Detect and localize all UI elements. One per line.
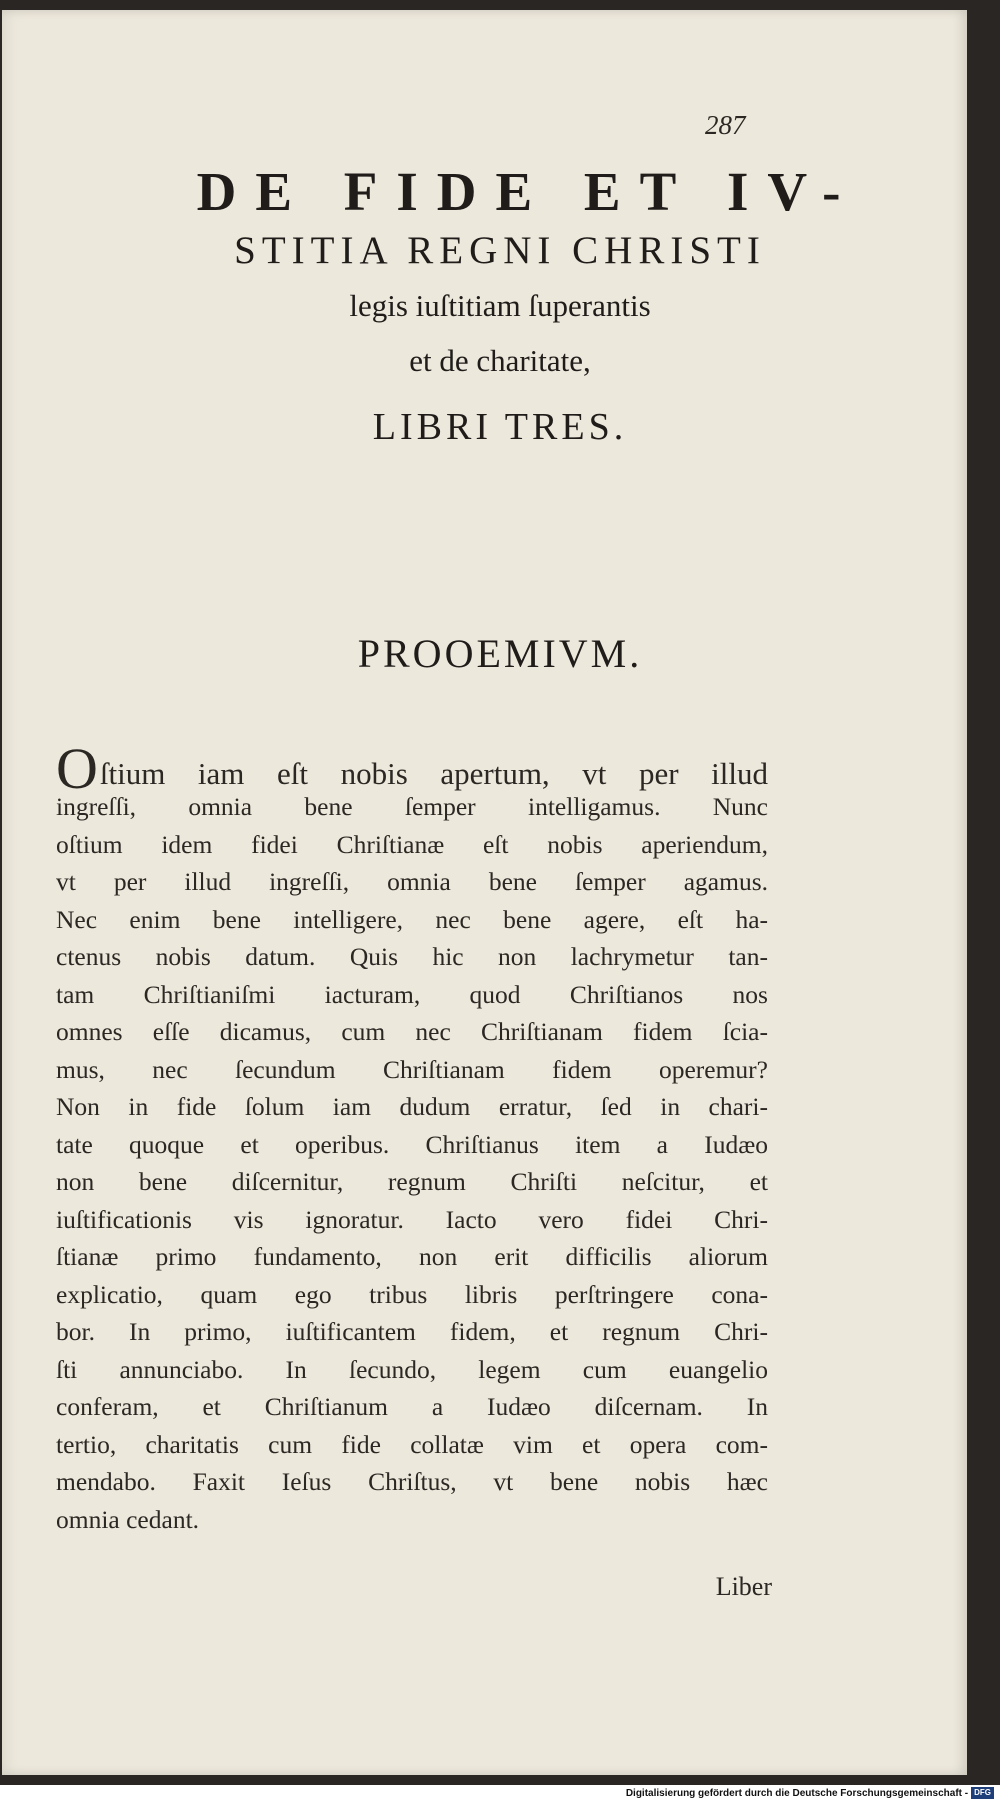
- body-line: ſtianæ primo fundamento, non erit difficilis aliorum: [56, 1242, 768, 1271]
- body-line: explicatio, quam ego tribus libris perſtringere cona-: [56, 1279, 768, 1309]
- title-line-1: DE FIDE ET IV-: [196, 161, 860, 222]
- title-line-5: LIBRI TRES.: [372, 406, 628, 448]
- title-line-2: STITIA REGNI CHRISTI: [234, 229, 766, 272]
- body-line-last: omnia cedant.: [56, 1504, 200, 1534]
- body-line: mendabo. Faxit Ieſus Chriſtus, vt bene nobis hæc: [56, 1467, 768, 1496]
- body-first-line: [56, 736, 768, 801]
- body-line: ingreſſi, omnia bene ſemper intelligamus. Nunc: [56, 792, 768, 821]
- body-paragraph: [56, 736, 768, 1538]
- body-line: bor. In primo, iuſtificantem fidem, et regnum Chri-: [56, 1317, 768, 1346]
- body-first-line-text: ſtium iam eſt nobis apertum, vt per illud: [99, 756, 768, 791]
- body-line: omnes eſſe dicamus, cum nec Chriſtianam fidem ſcia-: [56, 1017, 768, 1046]
- title-line-3: legis iuſtitiam ſuperantis: [349, 288, 651, 323]
- body-line: oſtium idem fidei Chriſtianæ eſt nobis aperiendum,: [56, 829, 768, 859]
- body-line: tate quoque et operibus. Chriſtianus item a Iudæo: [56, 1129, 768, 1159]
- body-line: ſti annunciabo. In ſecundo, legem cum euangelio: [56, 1354, 768, 1384]
- body-line: tam Chriſtianiſmi iacturam, quod Chriſtianos nos: [56, 979, 768, 1009]
- body-line: Non in fide ſolum iam dudum erratur, ſed in chari-: [56, 1092, 768, 1121]
- catchword: Liber: [715, 1572, 772, 1601]
- title-line-4: et de charitate,: [409, 343, 591, 378]
- section-heading: PROOEMIVM.: [357, 631, 643, 676]
- credit-text: Digitalisierung gefördert durch die Deutsche Forschungsgemeinschaft -: [625, 1787, 969, 1799]
- body-line: conferam, et Chriſtianum a Iudæo diſcernam. In: [56, 1392, 768, 1421]
- dfg-logo: DFG: [971, 1787, 994, 1799]
- body-line: Nec enim bene intelligere, nec bene agere, eſt ha-: [56, 904, 768, 934]
- body-line: mus, nec ſecundum Chriſtianam fidem operemur?: [56, 1054, 768, 1084]
- body-line: iuſtificationis vis ignoratur. Iacto vero fidei Chri-: [56, 1204, 768, 1234]
- body-line: vt per illud ingreſſi, omnia bene ſemper agamus.: [56, 867, 768, 896]
- body-line: tertio, charitatis cum fide collatæ vim et opera com-: [56, 1429, 768, 1459]
- digitization-credit: [626, 1787, 994, 1799]
- body-line: non bene diſcernitur, regnum Chriſti neſcitur, et: [56, 1167, 768, 1196]
- page-number: 287: [705, 110, 746, 140]
- body-line: ctenus nobis datum. Quis hic non lachrymetur tan-: [56, 942, 768, 971]
- drop-cap: O: [56, 736, 98, 801]
